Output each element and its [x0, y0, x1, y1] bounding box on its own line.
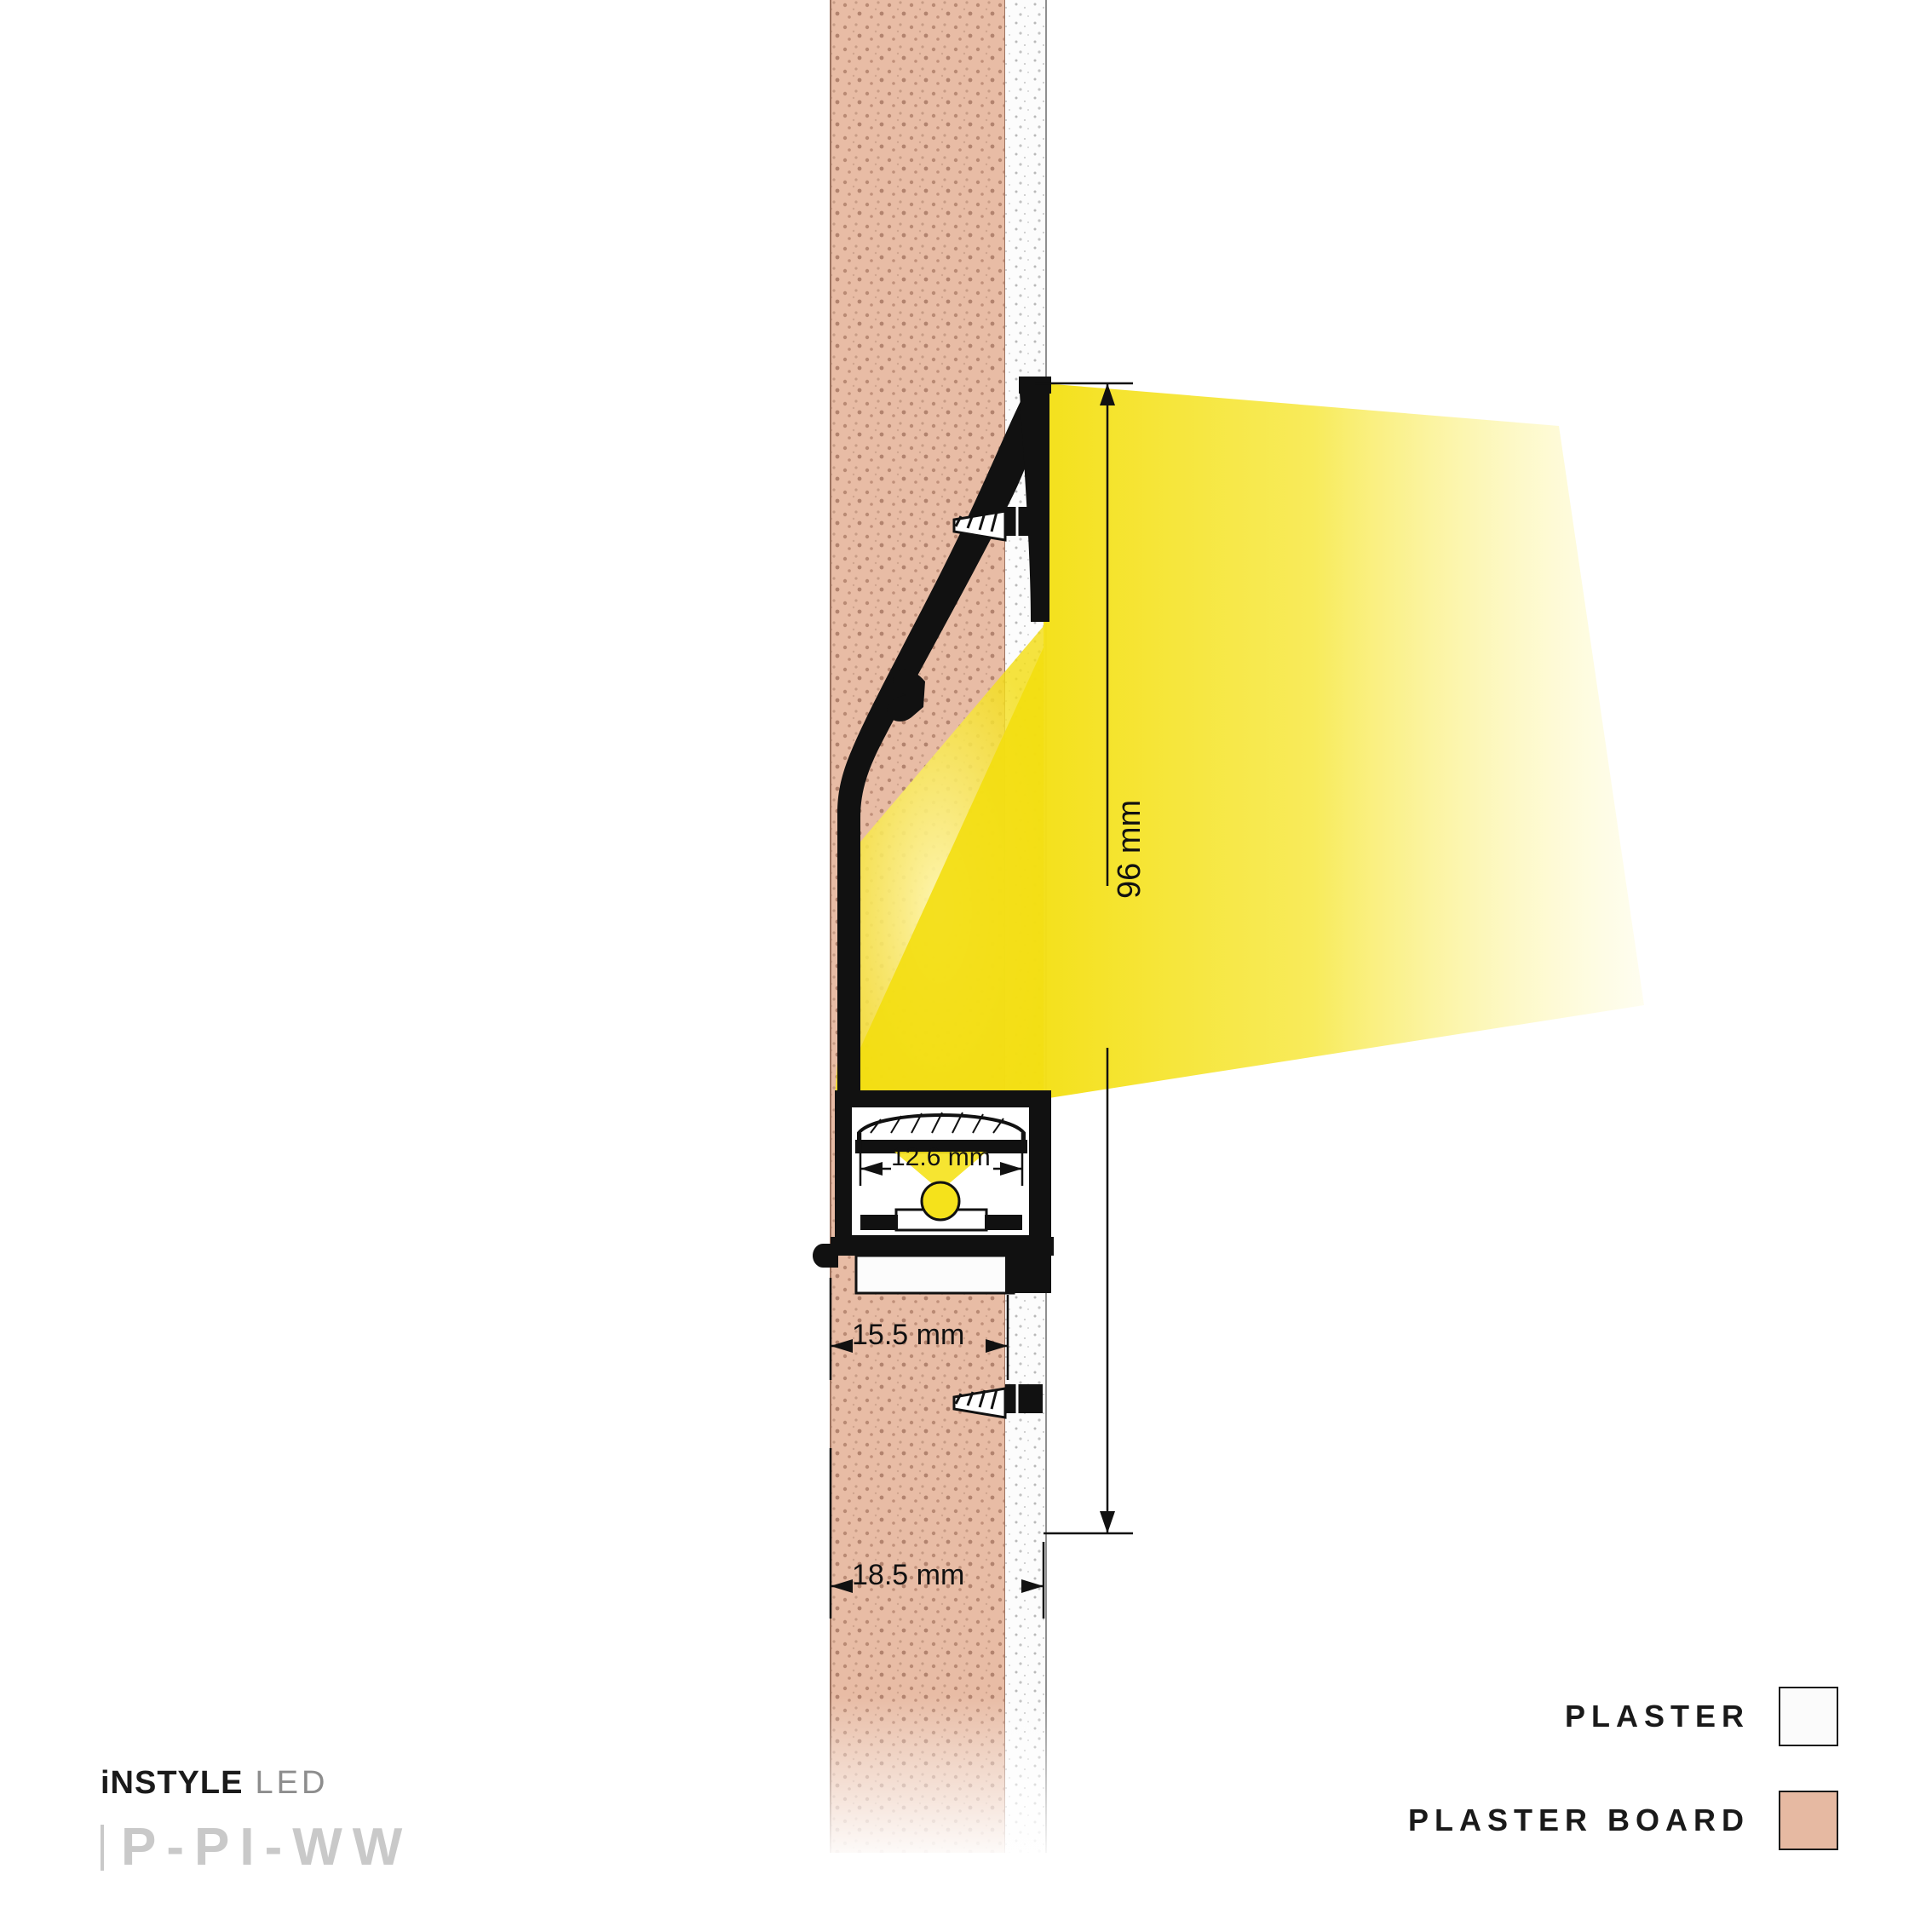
- product-code-row: [101, 1817, 697, 1877]
- logo-primary-text: iNSTYLE: [101, 1765, 244, 1801]
- logo: [101, 1765, 697, 1802]
- dimension-label-lens-width: 12.6 mm: [891, 1143, 991, 1171]
- brand-block: [101, 1765, 697, 1877]
- legend-item-plaster-board: [1276, 1791, 1838, 1850]
- legend-label-plaster: PLASTER: [1564, 1699, 1750, 1734]
- legend-swatch-plaster-board: [1779, 1791, 1838, 1850]
- legend-label-plaster-board: PLASTER BOARD: [1407, 1803, 1750, 1837]
- product-code: P-PI-WW: [121, 1818, 413, 1877]
- dimension-label-recess-width: 15.5 mm: [852, 1319, 965, 1351]
- dimension-label-total-width: 18.5 mm: [852, 1559, 965, 1591]
- product-code-divider: [101, 1825, 104, 1871]
- logo-secondary-text: LED: [255, 1765, 329, 1801]
- legend-item-plaster: [1276, 1687, 1838, 1746]
- legend-swatch-plaster: [1779, 1687, 1838, 1746]
- dimension-label-height: 96 mm: [1112, 799, 1147, 899]
- legend: [1276, 1687, 1838, 1895]
